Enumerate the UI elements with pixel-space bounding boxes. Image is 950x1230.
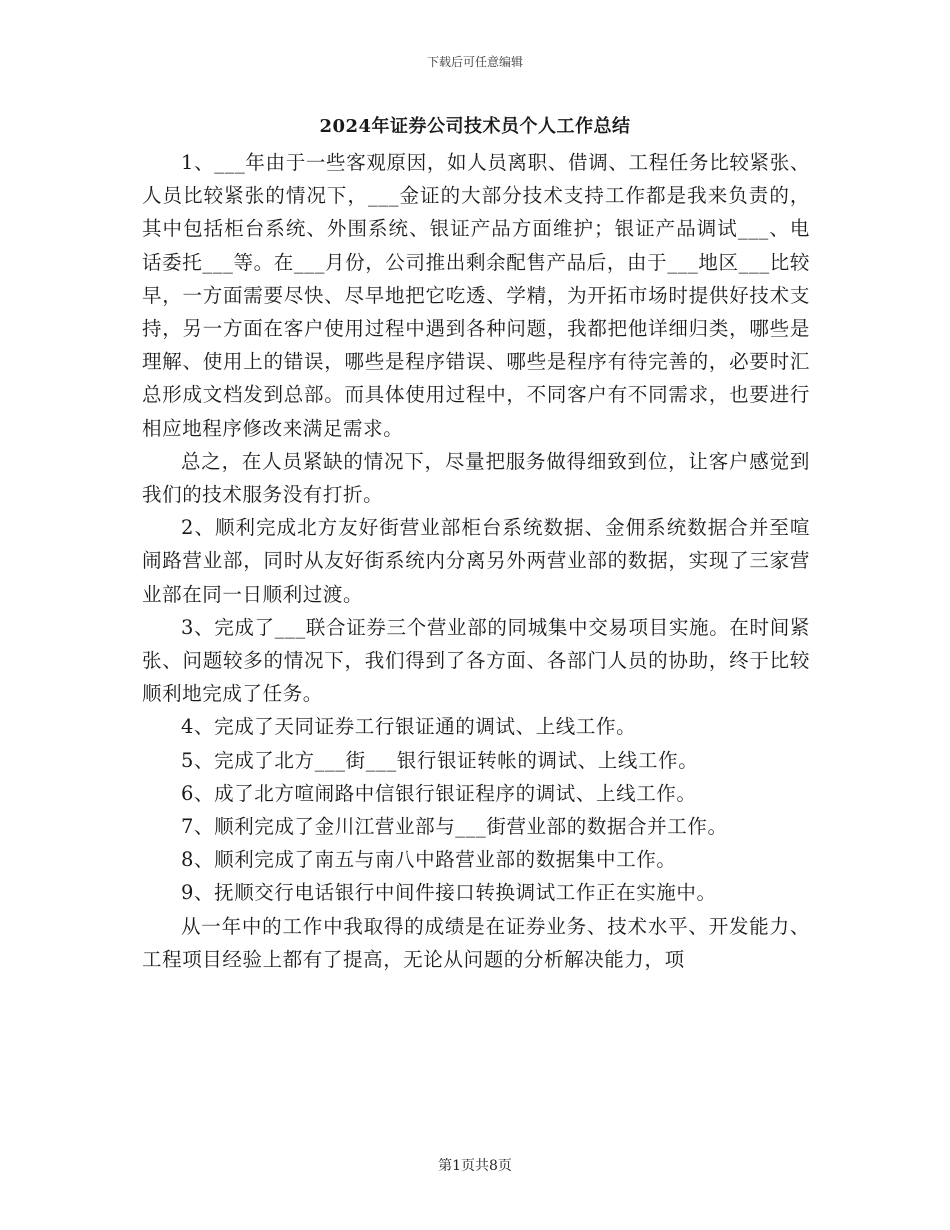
page-header-note: 下载后可任意编辑	[426, 55, 523, 69]
paragraph-item-4: 4、完成了天同证券工行银证通的调试、上线工作。	[181, 715, 637, 739]
paragraph-item-8: 8、顺利完成了南五与南八中路营业部的数据集中工作。	[181, 848, 677, 872]
page-number-footer: 第1页共8页	[438, 1158, 512, 1174]
document-title: 2024年证券公司技术员个人工作总结	[319, 116, 631, 137]
paragraph-item-5: 5、完成了北方___街___银行银证转帐的调试、上线工作。	[181, 748, 699, 772]
document-body	[142, 146, 810, 976]
paragraph-item-7: 7、顺利完成了金川江营业部与___街营业部的数据合并工作。	[181, 815, 728, 839]
paragraph-item-1: 1、___年由于一些客观原因，如人员离职、借调、工程任务比较紧张、人员比较紧张的情况下，___金证的大部分技术支持工作都是我来负责的，其中包括柜台系统、外围系统、银证产品方面维护；银证产品调试___、电话委托___等。在___月份，公司推出剩余配售产品后，由于___地区___比较早，一方面需要尽快、尽早地把它吃透、学精，为开拓市场时提供好技术支持，另一方面在客户使用过程中遇到各种问题，我都把他详细归类，哪些是理解、使用上的错误，哪些是程序错误、哪些是程序有待完善的，必要时汇总形成文档发到总部。而具体使用过程中，不同客户有不同需求，也要进行相应地程序修改来满足需求。	[142, 151, 810, 440]
paragraph-item-6: 6、成了北方喧闹路中信银行银证程序的调试、上线工作。	[181, 781, 697, 805]
paragraph-conclusion: 从一年中的工作中我取得的成绩是在证券业务、技术水平、开发能力、工程项目经验上都有了提高，无论从问题的分析解决能力，项	[142, 914, 810, 971]
paragraph-item-2: 2、顺利完成北方友好街营业部柜台系统数据、金佣系统数据合并至喧闹路营业部，同时从友好街系统内分离另外两营业部的数据，实现了三家营业部在同一日顺利过渡。	[142, 516, 810, 606]
paragraph-item-9: 9、抚顺交行电话银行中间件接口转换调试工作正在实施中。	[181, 881, 717, 905]
paragraph-item-3: 3、完成了___联合证券三个营业部的同城集中交易项目实施。在时间紧张、问题较多的情况下，我们得到了各方面、各部门人员的协助，终于比较顺利地完成了任务。	[142, 615, 810, 706]
paragraph-summary: 总之，在人员紧缺的情况下，尽量把服务做得细致到位，让客户感觉到我们的技术服务没有打折。	[142, 449, 810, 507]
